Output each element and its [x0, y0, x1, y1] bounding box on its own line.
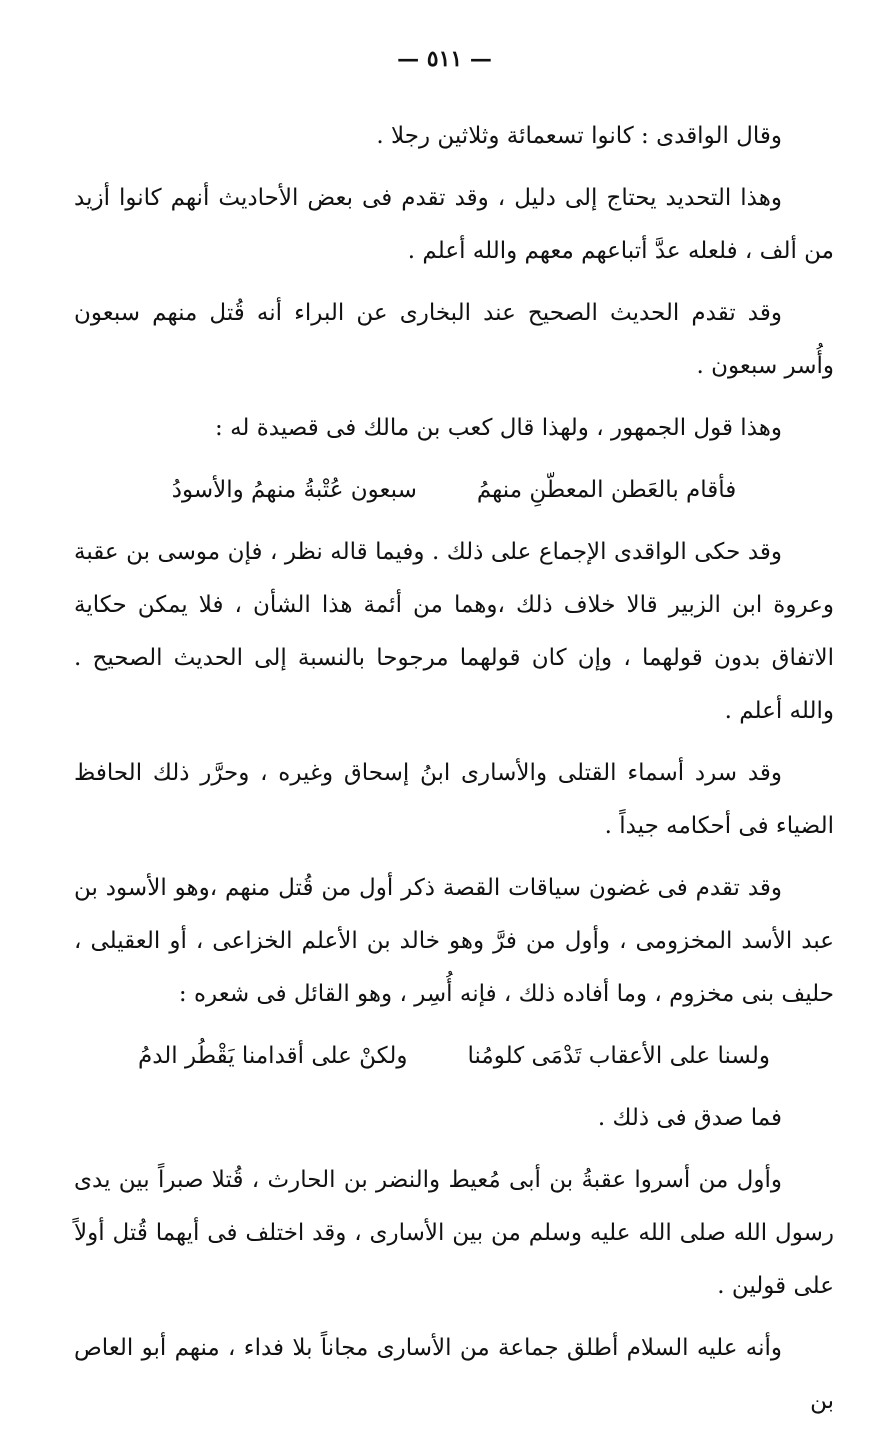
text-body: [74, 110, 834, 1437]
verse-second-hemistich: سبعون عُتْبةُ منهمُ والأسودُ: [171, 477, 417, 503]
paragraph: وأنه عليه السلام أطلق جماعة من الأسارى مجاناً بلا فداء ، منهم أبو العاص بن: [74, 1335, 834, 1414]
paragraph: وقد سرد أسماء القتلى والأسارى ابنُ إسحاق وغيره ، وحرَّر ذلك الحافظ الضياء فى أحكامه جيداً .: [74, 760, 834, 839]
verse-first-hemistich: فأقام بالعَطن المعطّنِ منهمُ: [476, 477, 737, 503]
paragraph: فما صدق فى ذلك .: [597, 1105, 782, 1131]
page-number: — ٥١١ —: [397, 46, 492, 72]
verse-second-hemistich: ولكنْ على أقدامنا يَقْطُر الدمُ: [137, 1043, 408, 1069]
verse-first-hemistich: ولسنا على الأعقاب تَدْمَى كلومُنا: [467, 1043, 771, 1069]
paragraph: وقد تقدم فى غضون سياقات القصة ذكر أول من قُتل منهم ،وهو الأسود بن عبد الأسد المخزومى ، وأول من فرَّ وهو خالد بن الأعلم الخزاعى ، أو العقيلى ، حليف بنى مخزوم ، وما أفاده ذلك ، فإنه أُسِر ، وهو القائل فى شعره :: [74, 875, 834, 1007]
paragraph: وقال الواقدى : كانوا تسعمائة وثلاثين رجلا .: [376, 123, 782, 149]
paragraph: وقد حكى الواقدى الإجماع على ذلك . وفيما قاله نظر ، فإن موسى بن عقبة وعروة ابن الزبير قالا خلاف ذلك ،وهما من أئمة هذا الشأن ، فلا يمكن حكاية الاتفاق بدون قولهما ، وإن كان قولهما مرجوحا بالنسبة إلى الحديث الصحيح . والله أعلم .: [74, 539, 834, 724]
poem-verse: [74, 464, 834, 517]
paragraph: وقد تقدم الحديث الصحيح عند البخارى عن البراء أنه قُتل منهم سبعون وأُسر سبعون .: [74, 300, 834, 379]
paragraph: وأول من أسروا عقبةُ بن أبى مُعيط والنضر بن الحارث ، قُتلا صبراً بين يدى رسول الله صلى الله عليه وسلم من بين الأسارى ، وقد اختلف فى أيهما قُتل أولاً على قولين .: [74, 1167, 834, 1299]
paragraph: وهذا التحديد يحتاج إلى دليل ، وقد تقدم فى بعض الأحاديث أنهم كانوا أزيد من ألف ، فلعله عدَّ أتباعهم معهم والله أعلم .: [74, 185, 834, 264]
paragraph: وهذا قول الجمهور ، ولهذا قال كعب بن مالك فى قصيدة له :: [215, 415, 782, 441]
poem-verse: [74, 1030, 834, 1083]
